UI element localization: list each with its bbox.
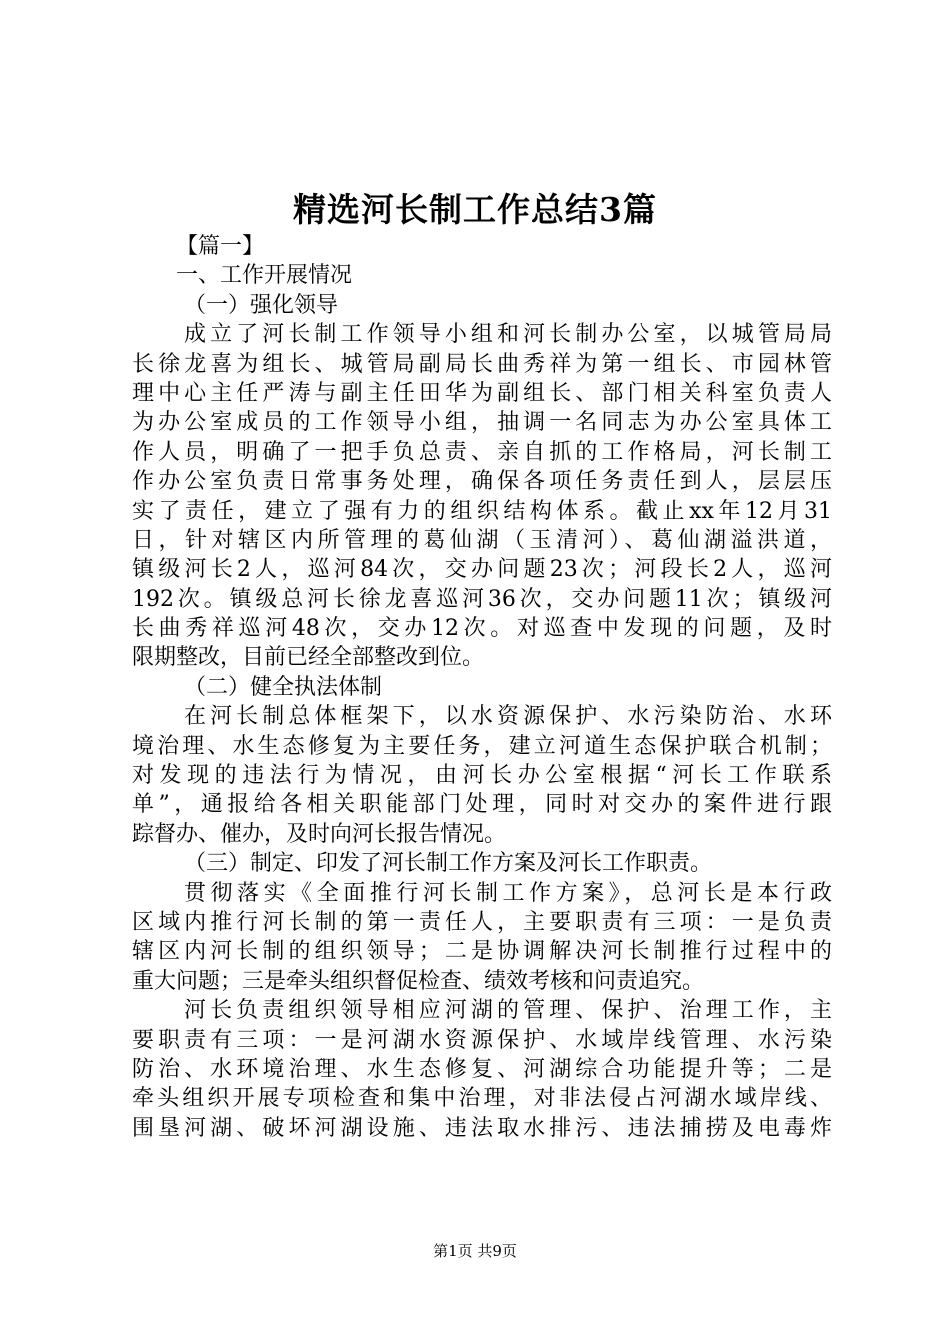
paragraph-line: 实了责任，建立了强有力的组织结构体系。截止xx年12月31 [132, 498, 832, 524]
section-heading: 【篇一】 [176, 234, 265, 259]
paragraph-line: 防治、水环境治理、水生态修复、河湖综合功能提升等；二是 [132, 1056, 832, 1082]
subsection-heading: （三）制定、印发了河长制工作方案及河长工作职责。 [184, 851, 713, 877]
paragraph-line: 境治理、水生态修复为主要任务，建立河道生态保护联合机制； [132, 733, 832, 759]
paragraph-line: 成立了河长制工作领导小组和河长制办公室，以城管局局 [184, 322, 832, 348]
paragraph-line: 辖区内河长制的组织领导；二是协调解决河长制推行过程中的 [132, 939, 832, 965]
paragraph-line: 牵头组织开展专项检查和集中治理，对非法侵占河湖水域岸线、 [132, 1086, 832, 1112]
paragraph-line: 限期整改，目前已经全部整改到位。 [132, 645, 485, 671]
paragraph-line: 单”，通报给各相关职能部门处理，同时对交办的案件进行跟 [132, 792, 832, 818]
paragraph-line: 作办公室负责日常事务处理，确保各项任务责任到人，层层压 [132, 469, 832, 495]
document-body [132, 232, 832, 1143]
paragraph-line: 踪督办、催办，及时向河长报告情况。 [132, 821, 507, 847]
paragraph-line: 重大问题；三是牵头组织督促检查、绩效考核和问责追究。 [132, 968, 705, 994]
section-heading: 一、工作开展情况 [176, 263, 353, 289]
paragraph-line: 贯彻落实《全面推行河长制工作方案》，总河长是本行政 [184, 880, 832, 906]
paragraph-line: 在河长制总体框架下，以水资源保护、水污染防治、水环 [184, 704, 832, 730]
document-title: 精选河长制工作总结3篇 [293, 190, 657, 229]
subsection-heading: （一）强化领导 [184, 292, 339, 318]
paragraph-line: 河长负责组织领导相应河湖的管理、保护、治理工作，主 [184, 998, 832, 1024]
subsection-heading: （二）健全执法体制 [184, 674, 383, 700]
paragraph-line: 长曲秀祥巡河48次，交办12次。对巡查中发现的问题，及时 [132, 616, 832, 642]
paragraph-line: 对发现的违法行为情况，由河长办公室根据“河长工作联系 [132, 763, 832, 789]
paragraph-line: 长徐龙喜为组长、城管局副局长曲秀祥为第一组长、市园林管 [132, 351, 832, 377]
paragraph-line: 日，针对辖区内所管理的葛仙湖（玉清河）、葛仙湖溢洪道， [132, 527, 832, 553]
paragraph-line: 为办公室成员的工作领导小组，抽调一名同志为办公室具体工 [132, 410, 832, 436]
paragraph-line: 镇级河长2人，巡河84次，交办问题23次；河段长2人，巡河 [132, 557, 832, 583]
page-footer: 第1页 共9页 [433, 1242, 517, 1260]
paragraph-line: 理中心主任严涛与副主任田华为副组长、部门相关科室负责人 [132, 380, 832, 406]
paragraph-line: 192次。镇级总河长徐龙喜巡河36次，交办问题11次；镇级河 [132, 586, 832, 612]
paragraph-line: 作人员，明确了一把手负总责、亲自抓的工作格局，河长制工 [132, 439, 832, 465]
paragraph-line: 区域内推行河长制的第一责任人，主要职责有三项：一是负责 [132, 909, 832, 935]
paragraph-line: 围垦河湖、破坏河湖设施、违法取水排污、违法捕捞及电毒炸 [132, 1115, 832, 1141]
paragraph-line: 要职责有三项：一是河湖水资源保护、水域岸线管理、水污染 [132, 1027, 832, 1053]
